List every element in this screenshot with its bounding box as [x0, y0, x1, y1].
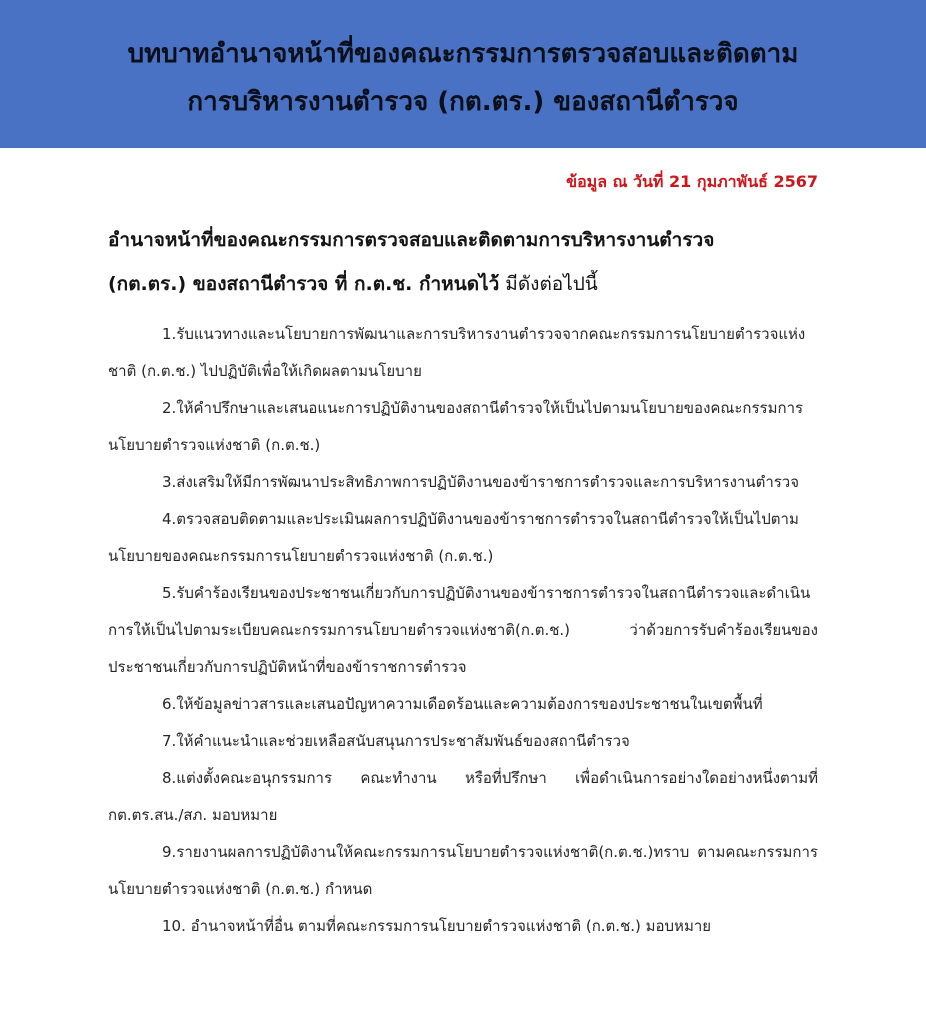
lead-line-2-bold: (กต.ตร.) ของสถานีตำรวจ ที่ ก.ต.ช. กำหนดไว้ [108, 273, 500, 295]
list-item [108, 390, 818, 464]
list-item-text: 8.แต่งตั้งคณะอนุกรรมการ คณะทำงาน หรือที่ปรึกษา เพื่อดำเนินการอย่างใดอย่างหนึ่งตามที่ กต.ตร.สน./สภ. มอบหมาย [108, 769, 818, 824]
list-item-text: 6.ให้ข้อมูลข่าวสารและเสนอปัญหาความเดือดร้อนและความต้องการของประชาชนในเขตพื้นที่ [162, 695, 763, 713]
list-item [108, 464, 818, 501]
duties-list [108, 316, 818, 945]
list-item [108, 316, 818, 390]
page-title-line-1: บทบาทอำนาจหน้าที่ของคณะกรรมการตรวจสอบและติดตาม [127, 39, 799, 69]
list-item [108, 575, 818, 686]
list-item-text: 10. อำนาจหน้าที่อื่น ตามที่คณะกรรมการนโยบายตำรวจแห่งชาติ (ก.ต.ช.) มอบหมาย [162, 917, 712, 935]
list-item-text: 7.ให้คำแนะนำและช่วยเหลือสนับสนุนการประชาสัมพันธ์ของสถานีตำรวจ [162, 732, 630, 750]
page-title-line-2: การบริหารงานตำรวจ (กต.ตร.) ของสถานีตำรวจ [187, 87, 739, 117]
list-item-text: 2.ให้คำปรึกษาและเสนอแนะการปฏิบัติงานของสถานีตำรวจให้เป็นไปตามนโยบายของคณะกรรมการนโยบายตำรวจแห่งชาติ (ก.ต.ช.) [108, 399, 804, 454]
lead-line-1: อำนาจหน้าที่ของคณะกรรมการตรวจสอบและติดตามการบริหารงานตำรวจ [108, 229, 715, 251]
list-item-text: 9.รายงานผลการปฏิบัติงานให้คณะกรรมการนโยบายตำรวจแห่งชาติ(ก.ต.ช.)ทราบ ตามคณะกรรมการนโยบายตำรวจแห่งชาติ (ก.ต.ช.) กำหนด [108, 843, 818, 898]
date-note: ข้อมูล ณ วันที่ 21 กุมภาพันธ์ 2567 [566, 172, 818, 191]
list-item [108, 723, 818, 760]
list-item [108, 686, 818, 723]
list-item-text: 5.รับคำร้องเรียนของประชาชนเกี่ยวกับการปฏิบัติงานของข้าราชการตำรวจในสถานีตำรวจและดำเนินการให้เป็นไปตามระเบียบคณะกรรมการนโยบายตำรวจแห่งชาติ(ก.ต.ช.) ว่าด้วยการรับคำร้องเรียนของประชาชนเกี่ยวกับการปฏิบัติหน้าที่ของข้าราชการตำรวจ [108, 584, 818, 676]
title-banner [0, 0, 926, 148]
list-item [108, 908, 818, 945]
list-item-text: 1.รับแนวทางและนโยบายการพัฒนาและการบริหารงานตำรวจจากคณะกรรมการนโยบายตำรวจแห่งชาติ (ก.ต.ช.) ไปปฏิบัติเพื่อให้เกิดผลตามนโยบาย [108, 325, 806, 380]
list-item [108, 501, 818, 575]
lead-paragraph [108, 218, 828, 306]
list-item-text: 4.ตรวจสอบติดตามและประเมินผลการปฏิบัติงานของข้าราชการตำรวจในสถานีตำรวจให้เป็นไปตามนโยบายของคณะกรรมการนโยบายตำรวจแห่งชาติ (ก.ต.ช.) [108, 510, 799, 565]
lead-line-2-regular: มีดังต่อไปนี้ [499, 273, 598, 295]
list-item [108, 760, 818, 834]
list-item [108, 834, 818, 908]
list-item-text: 3.ส่งเสริมให้มีการพัฒนาประสิทธิภาพการปฏิบัติงานของข้าราชการตำรวจและการบริหารงานตำรวจ [162, 473, 800, 491]
